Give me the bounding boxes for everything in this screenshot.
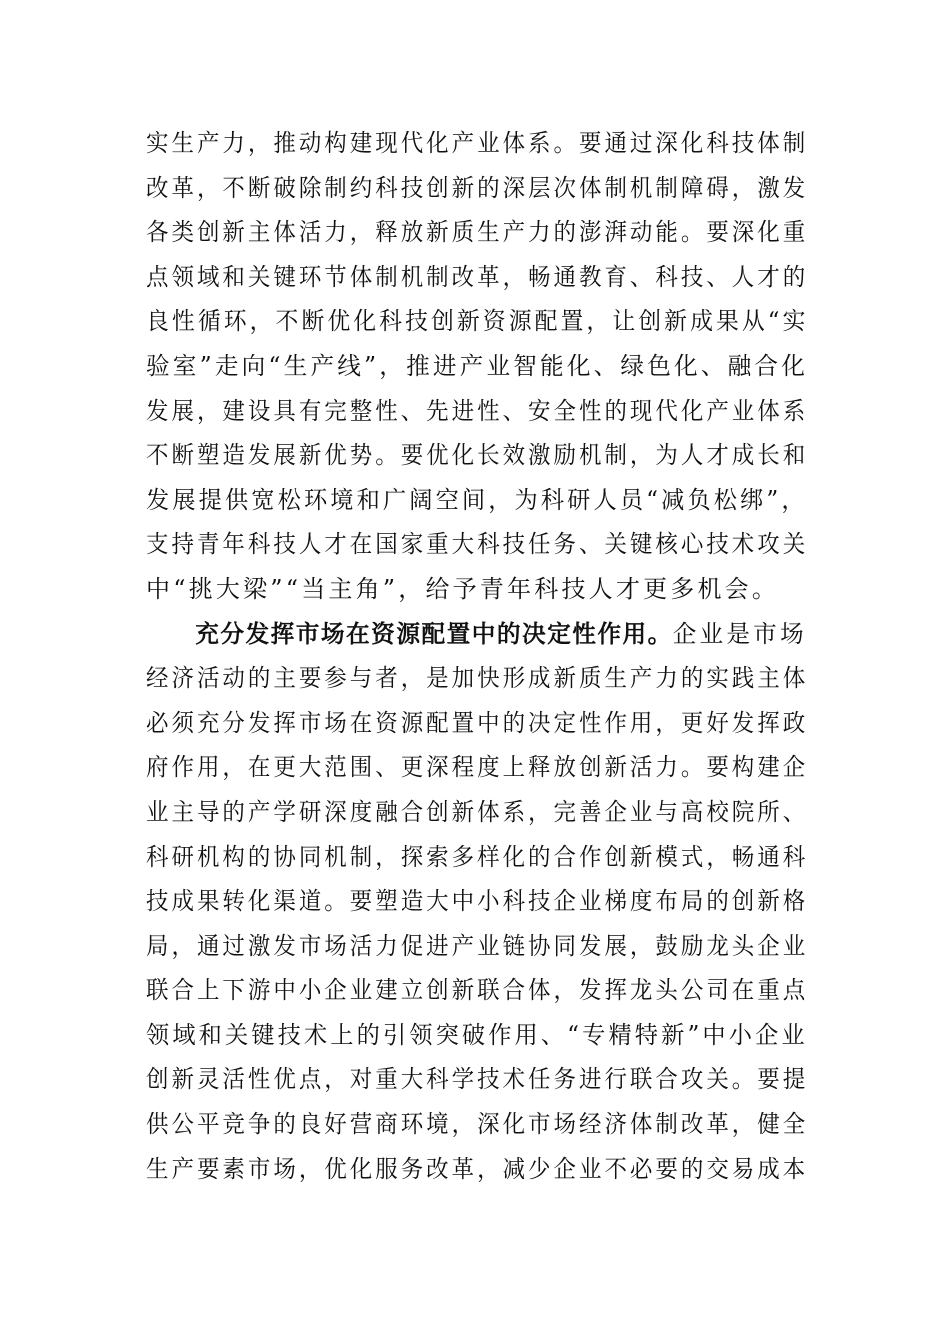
text-line: 业主导的产学研深度融合创新体系，完善企业与高校院所、 [146, 797, 809, 826]
paragraph-1 [146, 121, 808, 612]
text-line: 科研机构的协同机制，探索多样化的合作创新模式，畅通科 [146, 842, 809, 871]
text-line: 支持青年科技人才在国家重大科技任务、关键核心技术攻关 [146, 530, 809, 559]
text-line: 府作用，在更大范围、更深程度上释放创新活力。要构建企 [146, 753, 809, 782]
text-line: 实生产力，推动构建现代化产业体系。要通过深化科技体制 [146, 129, 809, 157]
text-line: 必须充分发挥市场在资源配置中的决定性作用，更好发挥政 [146, 708, 809, 737]
text-line: 点领域和关键环节体制机制改革，畅通教育、科技、人才的 [146, 262, 809, 291]
text-line: 各类创新主体活力，释放新质生产力的澎湃动能。要深化重 [146, 218, 809, 247]
document-page [146, 121, 808, 1191]
text-line: 联合上下游中小企业建立创新联合体，发挥龙头公司在重点 [146, 976, 809, 1005]
text-line: 中“挑大梁”“当主角”，给予青年科技人才更多机会。 [146, 574, 780, 603]
paragraph-heading: 充分发挥市场在资源配置中的决定性作用。 [195, 619, 673, 648]
text-line: 技成果转化渠道。要塑造大中小科技企业梯度布局的创新格 [146, 887, 809, 916]
text-line: 局，通过激发市场活力促进产业链协同发展，鼓励龙头企业 [146, 931, 809, 960]
text-line: 领域和关键技术上的引领突破作用、“专精特新”中小企业 [146, 1020, 808, 1049]
text-line: 验室”走向“生产线”，推进产业智能化、绿色化、融合化 [146, 351, 809, 380]
paragraph-first-line [146, 612, 807, 657]
text-line: 生产要素市场，优化服务改革，减少企业不必要的交易成本 [146, 1154, 809, 1183]
text-line: 良性循环，不断优化科技创新资源配置，让创新成果从“实 [146, 307, 809, 336]
text-line: 创新灵活性优点，对重大科学技术任务进行联合攻关。要提 [146, 1065, 809, 1094]
text-line: 供公平竞争的良好营商环境，深化市场经济体制改革，健全 [146, 1110, 809, 1139]
text-line: 不断塑造发展新优势。要优化长效激励机制，为人才成长和 [146, 441, 809, 470]
paragraph-2 [146, 612, 808, 1192]
text-line: 发展提供宽松环境和广阔空间，为科研人员“减负松绑”， [146, 485, 808, 514]
text-line: 经济活动的主要参与者，是加快形成新质生产力的实践主体 [146, 664, 809, 693]
text-line: 改革，不断破除制约科技创新的深层次体制机制障碍，激发 [146, 173, 809, 202]
text-line: 发展，建设具有完整性、先进性、安全性的现代化产业体系 [146, 396, 809, 425]
text-run: 企业是市场 [672, 619, 807, 648]
